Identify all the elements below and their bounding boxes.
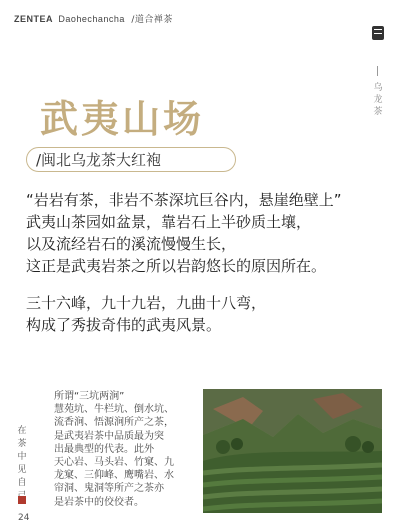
intro-paragraph (26, 189, 342, 277)
paragraph-line: 这正是武夷岩茶之所以岩韵悠长的原因所在。 (26, 257, 327, 275)
paragraph-line: 构成了秀拔奇伟的武夷风景。 (26, 316, 222, 334)
tea-mountain-photo (203, 389, 382, 513)
page-number: 24 (18, 513, 30, 523)
tea-mountain-illustration (203, 389, 382, 513)
subtitle: /闽北乌龙茶大红袍 (36, 151, 162, 169)
paragraph-line: 三十六峰，九十九岩，九曲十八弯， (26, 294, 267, 312)
caption-line: 是岩茶中的佼佼者。 (54, 496, 144, 508)
paragraph-line: 以及流经岩石的溪流慢慢生长， (26, 235, 237, 253)
photo-caption (54, 390, 174, 509)
logo-icon (372, 26, 384, 40)
section-label: 乌龙茶 (373, 83, 383, 117)
brand-subname: Daohechancha (58, 14, 125, 24)
side-divider (377, 66, 378, 76)
caption-line: 天心岩、马头岩、竹窠、九 (54, 457, 174, 469)
caption-line: 龙窠、三仰峰、鹰嘴岩、水 (54, 470, 174, 482)
caption-line: 出最典型的代表。此外 (54, 443, 154, 455)
brand-chinese: /道合禅茶 (131, 15, 173, 25)
caption-line: 所谓“三坑两涧” (54, 391, 125, 402)
second-paragraph (26, 292, 266, 336)
caption-line: 是武夷岩茶中品质最为突 (54, 430, 164, 442)
paragraph-line: “岩岩有茶，非岩不茶深坑巨谷内，悬崖绝壁上” (26, 191, 342, 209)
magazine-header (14, 12, 173, 25)
page-title: 武夷山场 (40, 97, 205, 141)
paragraph-line: 武夷山茶园如盆景，靠岩石上半砂质土壤， (26, 213, 312, 231)
caption-line: 慧苑坑、牛栏坑、倒水坑、 (54, 404, 174, 416)
seal-stamp (18, 496, 26, 504)
brand-name: ZENTEA (14, 14, 53, 24)
caption-line: 帘洞、鬼洞等所产之茶亦 (54, 483, 164, 495)
caption-line: 流香涧、悟源涧所产之茶， (54, 417, 174, 429)
vertical-caption: 在茶中见自 (17, 426, 27, 488)
